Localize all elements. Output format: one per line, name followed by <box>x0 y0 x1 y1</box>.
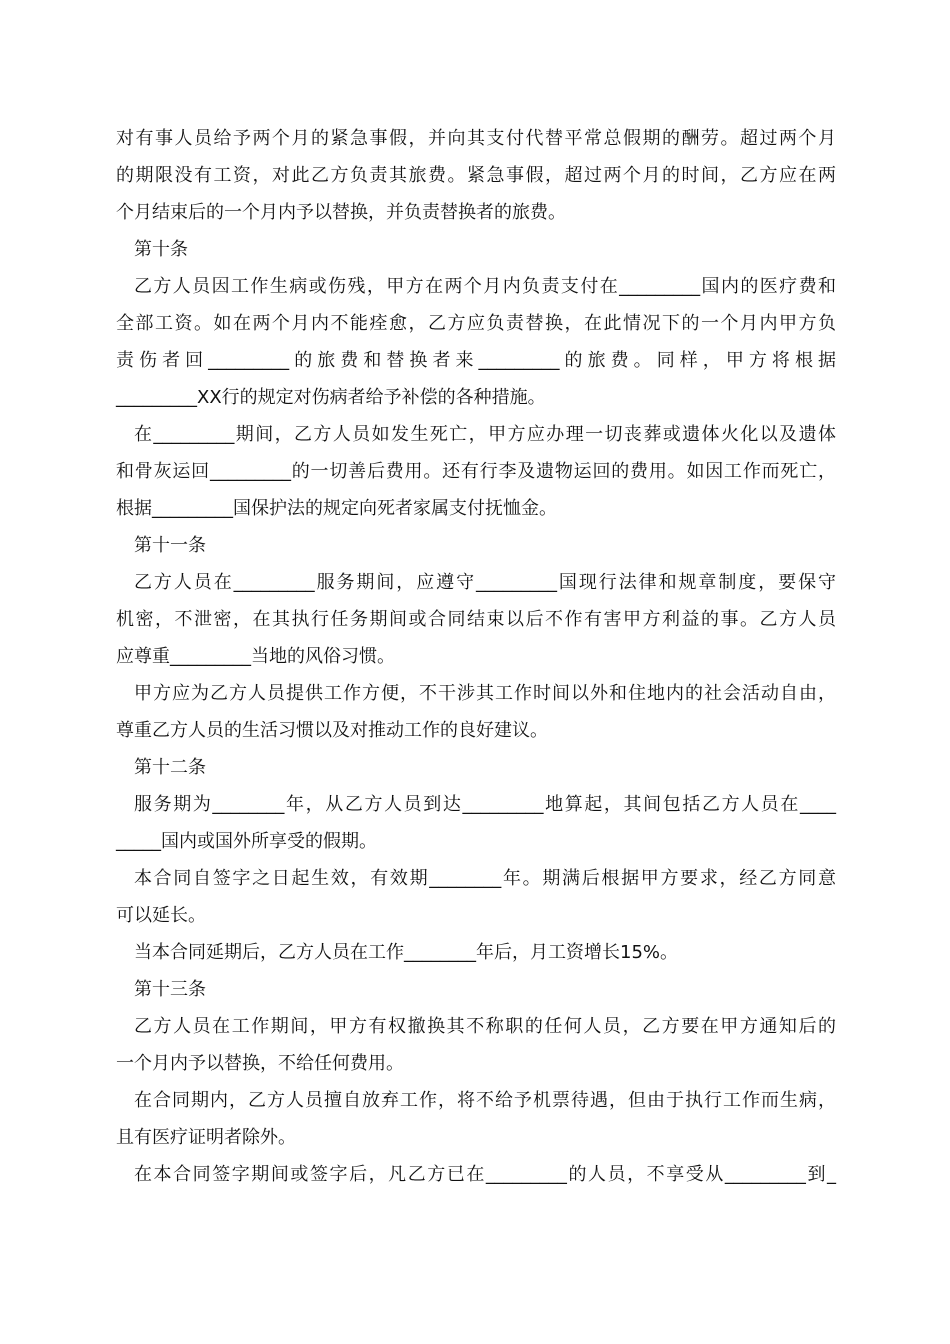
paragraph-line: 本合同自签字之日起生效，有效期________年。期满后根据甲方要求，经乙方同意 <box>134 868 836 889</box>
paragraph-line: 当本合同延期后，乙方人员在工作________年后，月工资增长15%。 <box>134 942 679 963</box>
paragraph-line: 个月结束后的一个月内予以替换，并负责替换者的旅费。 <box>116 202 566 223</box>
paragraph-line: 乙方人员在工作期间，甲方有权撤换其不称职的任何人员，乙方要在甲方通知后的 <box>134 1016 836 1037</box>
paragraph-line: 且有医疗证明者除外。 <box>116 1127 296 1148</box>
article-heading-10: 第十条 <box>134 239 188 260</box>
paragraph-line: 在合同期内，乙方人员擅自放弃工作，将不给予机票待遇，但由于执行工作而生病， <box>134 1090 836 1111</box>
paragraph-line: 一个月内予以替换，不给任何费用。 <box>116 1053 404 1074</box>
paragraph-line: 乙方人员因工作生病或伤残，甲方在两个月内负责支付在_________国内的医疗费和 <box>134 276 836 297</box>
paragraph-line: 和骨灰运回_________的一切善后费用。还有行李及遗物运回的费用。如因工作而死亡， <box>116 461 836 482</box>
paragraph-line: 机密，不泄密，在其执行任务期间或合同结束以后不作有害甲方利益的事。乙方人员 <box>116 609 836 630</box>
paragraph-line: _________XX行的规定对伤病者给予补偿的各种措施。 <box>116 387 546 408</box>
paragraph-line: 应尊重_________当地的风俗习惯。 <box>116 646 395 667</box>
paragraph-line: 对有事人员给予两个月的紧急事假，并向其支付代替平常总假期的酬劳。超过两个月 <box>116 128 836 149</box>
paragraph-line: 责伤者回_________的旅费和替换者来_________的旅费。同样，甲方将根据 <box>116 350 836 371</box>
paragraph-line: 在_________期间，乙方人员如发生死亡，甲方应办理一切丧葬或遗体火化以及遗体 <box>134 424 836 445</box>
article-heading-13: 第十三条 <box>134 979 206 1000</box>
paragraph-line: 服务期为________年，从乙方人员到达_________地算起，其间包括乙方人员在____ <box>134 794 836 815</box>
paragraph-line: 乙方人员在_________服务期间，应遵守_________国现行法律和规章制度，要保守 <box>134 572 836 593</box>
paragraph-line: 在本合同签字期间或签字后，凡乙方已在_________的人员，不享受从_________到_ <box>134 1164 836 1185</box>
article-heading-12: 第十二条 <box>134 757 206 778</box>
paragraph-line: 可以延长。 <box>116 905 206 926</box>
paragraph-line: 尊重乙方人员的生活习惯以及对推动工作的良好建议。 <box>116 720 548 741</box>
paragraph-line: 全部工资。如在两个月内不能痊愈，乙方应负责替换，在此情况下的一个月内甲方负 <box>116 313 836 334</box>
article-heading-11: 第十一条 <box>134 535 206 556</box>
paragraph-line: 甲方应为乙方人员提供工作方便，不干涉其工作时间以外和住地内的社会活动自由， <box>134 683 836 704</box>
paragraph-line: 的期限没有工资，对此乙方负责其旅费。紧急事假，超过两个月的时间，乙方应在两 <box>116 165 836 186</box>
paragraph-line: _____国内或国外所享受的假期。 <box>116 831 377 852</box>
paragraph-line: 根据_________国保护法的规定向死者家属支付抚恤金。 <box>116 498 557 519</box>
